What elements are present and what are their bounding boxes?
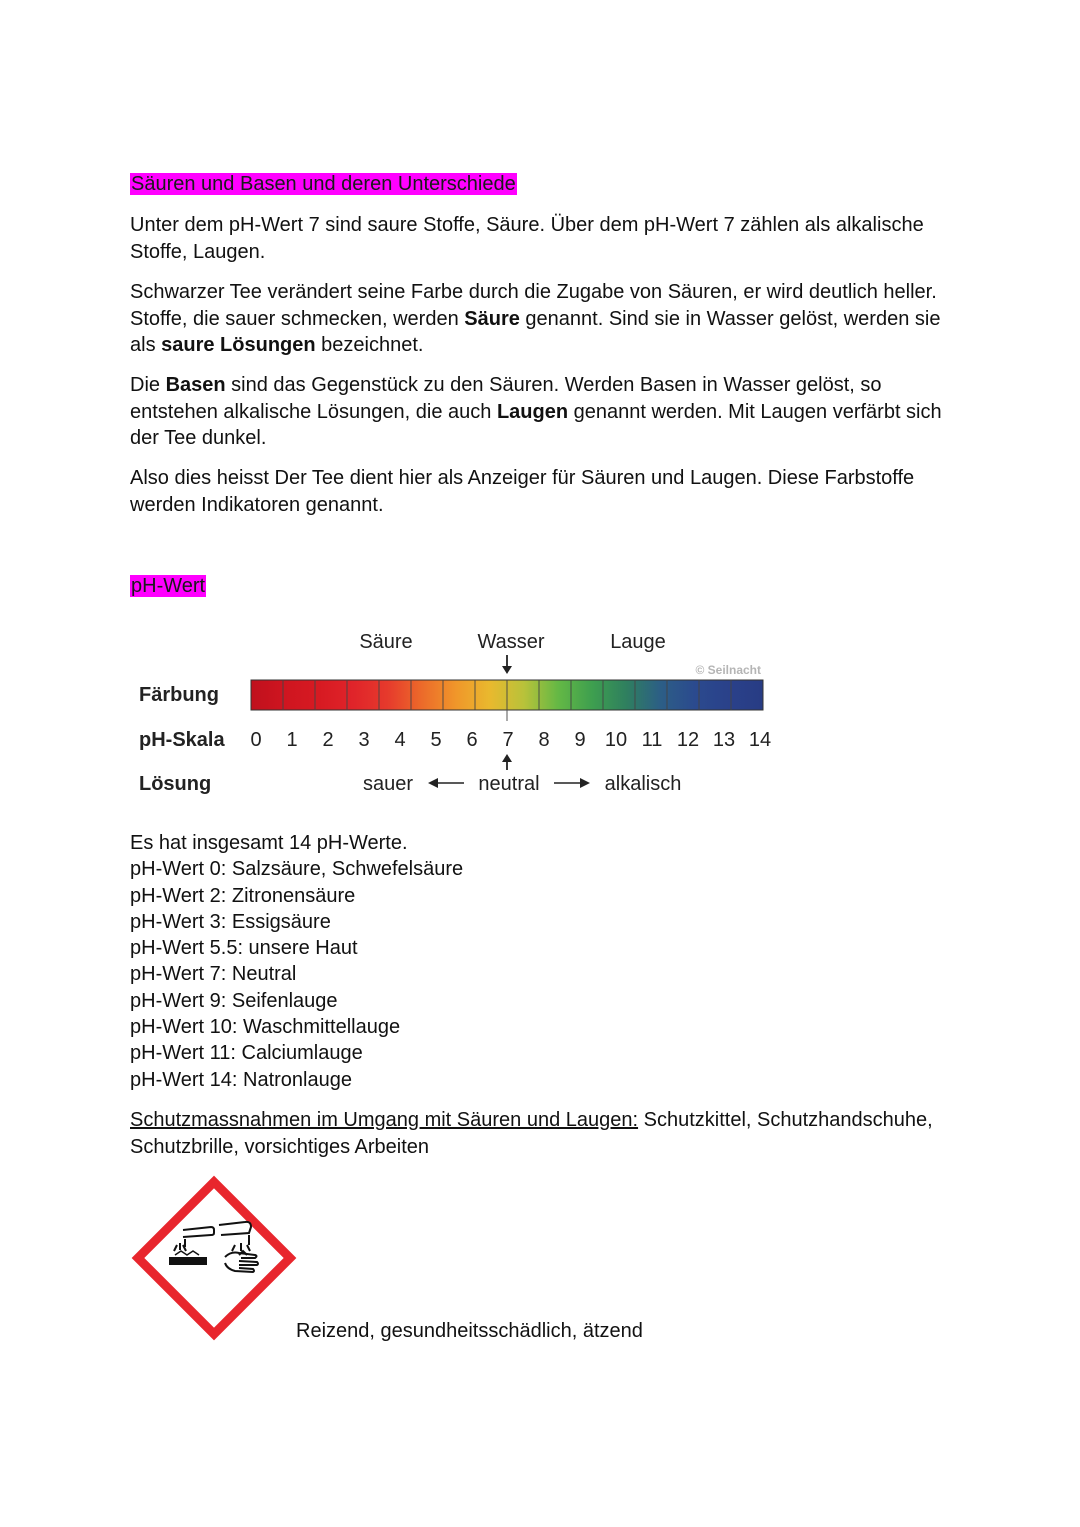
- ph-value-label: 11: [641, 729, 663, 751]
- ph-value-label: 13: [712, 729, 736, 751]
- arrow-right-icon: [554, 778, 590, 788]
- row-label-color: Färbung: [139, 684, 219, 706]
- safety-text: Schutzkittel, Schutzhandschuhe, Schutzbrille, vorsichtiges Arbeiten: [130, 1109, 933, 1158]
- arrow-down-icon: [502, 655, 512, 674]
- solution-acid: sauer: [362, 773, 414, 795]
- fact-item: pH-Wert 9: Seifenlauge: [130, 989, 338, 1012]
- arrow-left-icon: [428, 778, 464, 788]
- fact-item: pH-Wert 11: Calciumlauge: [130, 1042, 363, 1065]
- fact-item: pH-Wert 10: Waschmittellauge: [130, 1016, 401, 1039]
- row-label-scale: pH-Skala: [139, 729, 225, 751]
- ph-value-label: 9: [574, 729, 586, 751]
- ph-value-label: 4: [394, 729, 406, 751]
- fact-item: pH-Wert 3: Essigsäure: [130, 910, 331, 933]
- copyright-text: © Seilnacht: [695, 663, 761, 677]
- ph-value-label: 3: [358, 729, 370, 751]
- fact-item: pH-Wert 5.5: unsere Haut: [130, 937, 358, 960]
- fact-item: Es hat insgesamt 14 pH-Werte.: [130, 832, 408, 854]
- ph-value-label: 6: [466, 729, 478, 751]
- ph-scale-diagram: [130, 622, 830, 812]
- arrow-up-icon: [502, 754, 512, 770]
- ph-number-row: [250, 729, 771, 751]
- section-title-acids-bases: Säuren und Basen und deren Unterschiede: [131, 173, 516, 195]
- ph-value-label: 0: [250, 729, 262, 751]
- fact-item: pH-Wert 2: Zitronensäure: [130, 884, 356, 907]
- ph-value-label: 8: [538, 729, 550, 751]
- safety-label: Schutzmassnahmen im Umgang mit Säuren und Laugen:: [130, 1109, 639, 1131]
- fact-item: pH-Wert 14: Natronlauge: [130, 1068, 352, 1091]
- ph-value-label: 10: [604, 729, 628, 751]
- solution-neutral: neutral: [478, 773, 540, 795]
- hazard-caption: Reizend, gesundheitsschädlich, ätzend: [296, 1320, 643, 1342]
- ph-value-label: 1: [286, 729, 298, 751]
- ph-value-label: 2: [322, 729, 334, 751]
- fact-item: pH-Wert 0: Salzsäure, Schwefelsäure: [130, 858, 464, 881]
- ph-value-label: 14: [748, 729, 772, 751]
- ph-value-label: 12: [676, 729, 700, 751]
- solution-alkaline: alkalisch: [604, 773, 682, 795]
- row-label-solution: Lösung: [139, 773, 212, 795]
- paragraph-tea-acids: Schwarzer Tee verändert seine Farbe durch die Zugabe von Säuren, er wird deutlich heller. Stoffe, die sauer schmecken, werden Säure genannt. Sind sie in Wasser gelöst, werden sie als saure Lösungen bezeichnet.: [130, 281, 941, 356]
- label-water: Wasser: [477, 631, 545, 653]
- ph-color-bar: [251, 680, 763, 710]
- section-title-ph: pH-Wert: [131, 575, 206, 597]
- corrosive-ghs-icon: [131, 1175, 297, 1341]
- fact-item: pH-Wert 7: Neutral: [130, 963, 297, 986]
- safety-measures: [130, 1107, 950, 1160]
- paragraph-indicators: Also dies heisst Der Tee dient hier als Anzeiger für Säuren und Laugen. Diese Farbstoffe werden Indikatoren genannt.: [130, 467, 915, 516]
- ph-value-label: 5: [430, 729, 442, 751]
- paragraph-bases: Die Basen sind das Gegenstück zu den Säuren. Werden Basen in Wasser gelöst, so entstehen alkalische Lösungen, die auch Laugen genannt werden. Mit Laugen verfärbt sich der Tee dunkel.: [130, 374, 942, 449]
- paragraph-ph-definition: Unter dem pH-Wert 7 sind saure Stoffe, Säure. Über dem pH-Wert 7 zählen als alkalische Stoffe, Laugen.: [130, 214, 924, 263]
- label-acid: Säure: [359, 631, 413, 653]
- ph-facts-list: [130, 830, 463, 1093]
- ph-value-label: 7: [502, 729, 514, 751]
- label-base: Lauge: [610, 631, 666, 653]
